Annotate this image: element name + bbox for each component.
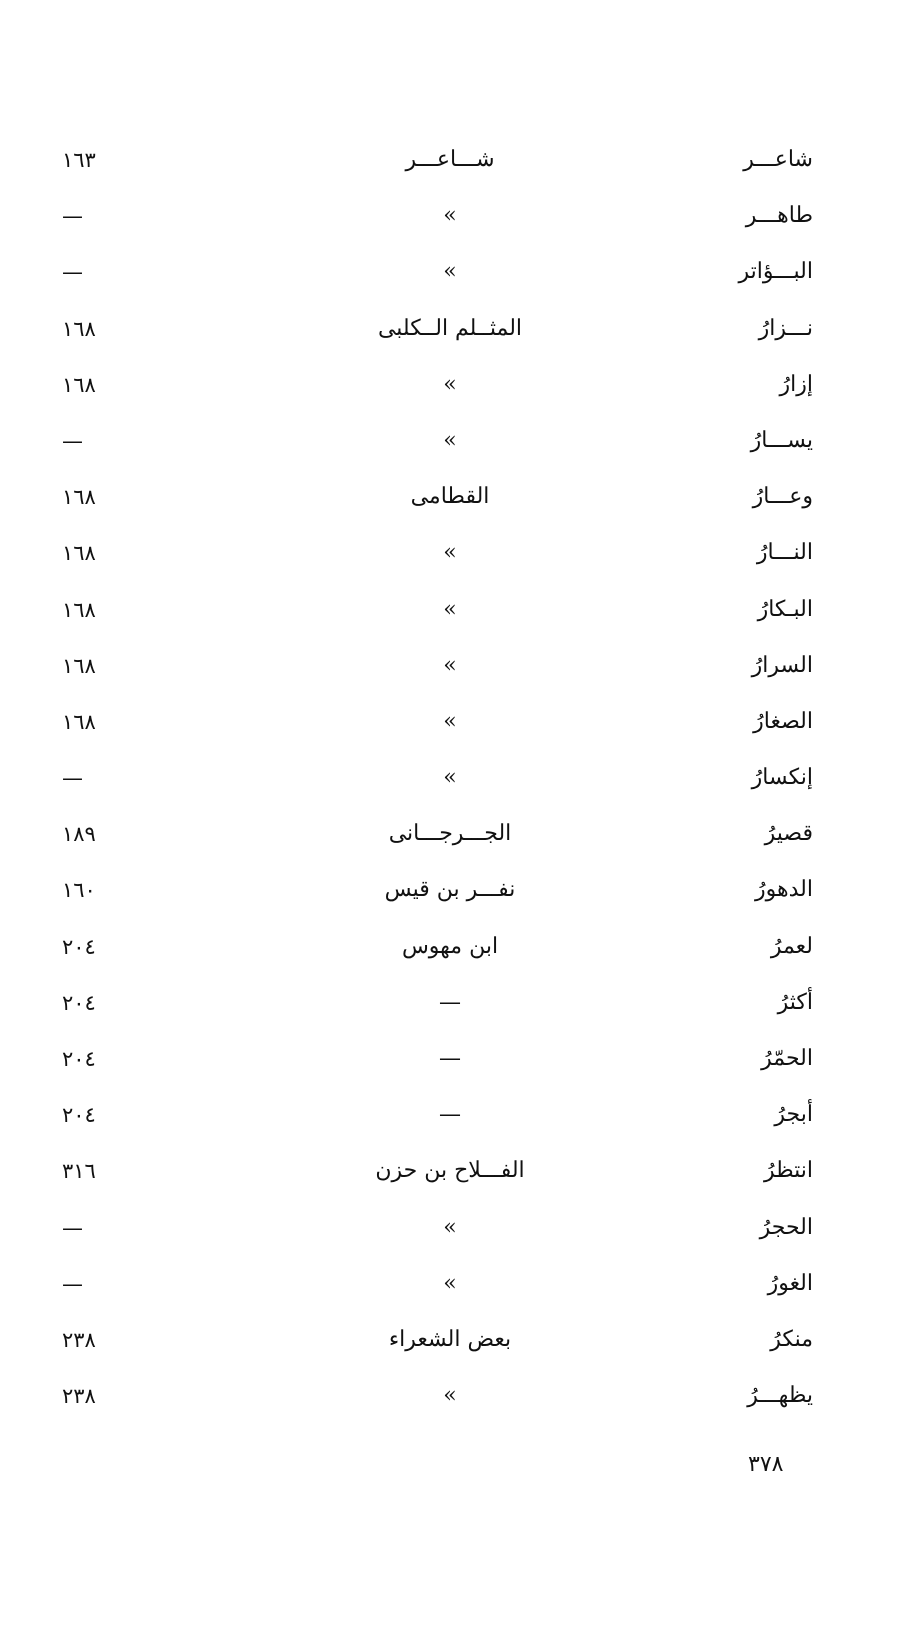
page-number: ٣٧٨ <box>748 1452 784 1477</box>
poet-name: » <box>443 596 457 622</box>
poet-name: » <box>443 1383 457 1409</box>
rhyme-word: السرارُ <box>751 652 813 678</box>
poet-name: الفـــلاح بن حزن <box>375 1158 525 1184</box>
poet-name: » <box>443 371 457 397</box>
rhyme-word: شاعـــر <box>743 147 813 172</box>
rhyme-word: الحجرُ <box>759 1214 813 1240</box>
poet-name: بعض الشعراء <box>388 1326 512 1352</box>
index-row <box>0 525 909 581</box>
rhyme-word: أبجرُ <box>774 1102 813 1128</box>
page-reference: — <box>62 1215 83 1240</box>
page-reference: ١٨٩ <box>62 822 96 847</box>
page-reference: ١٦٨ <box>62 485 96 510</box>
index-row <box>0 132 909 188</box>
index-row <box>0 975 909 1031</box>
page-reference: ١٦٨ <box>62 709 96 734</box>
index-row <box>0 1031 909 1087</box>
poet-name: — <box>439 1102 461 1128</box>
index-row <box>0 806 909 862</box>
page-reference: ١٦٨ <box>62 653 96 678</box>
index-row <box>0 862 909 918</box>
index-row <box>0 413 909 469</box>
poet-name: » <box>443 259 457 285</box>
index-row <box>0 1200 909 1256</box>
page-reference: ١٦٠ <box>62 878 96 903</box>
rhyme-word: الحمّرُ <box>761 1046 813 1071</box>
index-row <box>0 301 909 357</box>
index-row <box>0 750 909 806</box>
rhyme-word: البـكارُ <box>757 596 813 622</box>
poet-name: القطامى <box>410 484 490 510</box>
poet-name: » <box>443 1270 457 1296</box>
rhyme-word: الغورُ <box>767 1270 813 1296</box>
index-row <box>0 1087 909 1143</box>
poet-name: — <box>439 989 461 1015</box>
rhyme-word: يظهـــرُ <box>747 1383 813 1409</box>
page-reference: — <box>62 260 83 285</box>
rhyme-word: أكثرُ <box>777 989 813 1015</box>
page-reference: — <box>62 766 83 791</box>
rhyme-word: وعـــارُ <box>752 484 813 510</box>
page-reference: ١٦٨ <box>62 316 96 341</box>
poet-name: » <box>443 540 457 566</box>
poet-name: » <box>443 652 457 678</box>
rhyme-word: طاهـــر <box>745 203 813 229</box>
rhyme-word: يســـارُ <box>750 427 813 453</box>
poet-name: ابن مهوس <box>401 933 499 959</box>
poet-name: شـــاعـــر <box>405 147 495 172</box>
rhyme-word: نـــزارُ <box>758 315 813 341</box>
rhyme-word: انتظرُ <box>763 1158 813 1184</box>
page-reference: — <box>62 428 83 453</box>
poet-name: » <box>443 765 457 791</box>
rhyme-word: الصغارُ <box>753 708 813 734</box>
index-row <box>0 919 909 975</box>
poet-name: نفـــر بن قيس <box>384 877 516 903</box>
poet-name: » <box>443 203 457 229</box>
index-row <box>0 357 909 413</box>
poet-name: الجـــرجـــانى <box>388 821 512 847</box>
index-row <box>0 638 909 694</box>
rhyme-index-table <box>0 132 909 1424</box>
page-reference: ٢٣٨ <box>62 1327 96 1352</box>
page-reference: ٢٠٤ <box>62 1047 96 1071</box>
page-reference: ١٦٨ <box>62 597 96 622</box>
index-row <box>0 1143 909 1199</box>
index-row <box>0 469 909 525</box>
page-reference: — <box>62 1271 83 1296</box>
index-row <box>0 1368 909 1424</box>
rhyme-word: البـــؤاتر <box>738 259 813 285</box>
rhyme-word: قصيرُ <box>764 821 813 847</box>
index-row <box>0 1312 909 1368</box>
page-reference: ١٦٣ <box>62 148 96 172</box>
index-row <box>0 1256 909 1312</box>
index-row <box>0 582 909 638</box>
page-reference: ٢٠٤ <box>62 990 96 1015</box>
index-row <box>0 188 909 244</box>
rhyme-word: الدهورُ <box>755 877 813 903</box>
rhyme-word: إزارُ <box>779 371 813 397</box>
index-row <box>0 244 909 300</box>
poet-name: » <box>443 1214 457 1240</box>
page-reference: ٣١٦ <box>62 1159 96 1184</box>
poet-name: — <box>439 1046 461 1071</box>
page-reference: ١٦٨ <box>62 372 96 397</box>
poet-name: المثــلم الــكلبى <box>377 315 523 341</box>
poet-name: » <box>443 427 457 453</box>
rhyme-word: النـــارُ <box>756 540 813 566</box>
poet-name: » <box>443 708 457 734</box>
page-reference: ٢٠٤ <box>62 1103 96 1128</box>
page-reference: ٢٠٤ <box>62 934 96 959</box>
page-reference: — <box>62 204 83 229</box>
page-reference: ٢٣٨ <box>62 1384 96 1409</box>
rhyme-word: منكرُ <box>770 1326 813 1352</box>
index-row <box>0 694 909 750</box>
rhyme-word: لعمرُ <box>770 933 813 959</box>
rhyme-word: إنكسارُ <box>751 765 813 791</box>
page-reference: ١٦٨ <box>62 541 96 566</box>
